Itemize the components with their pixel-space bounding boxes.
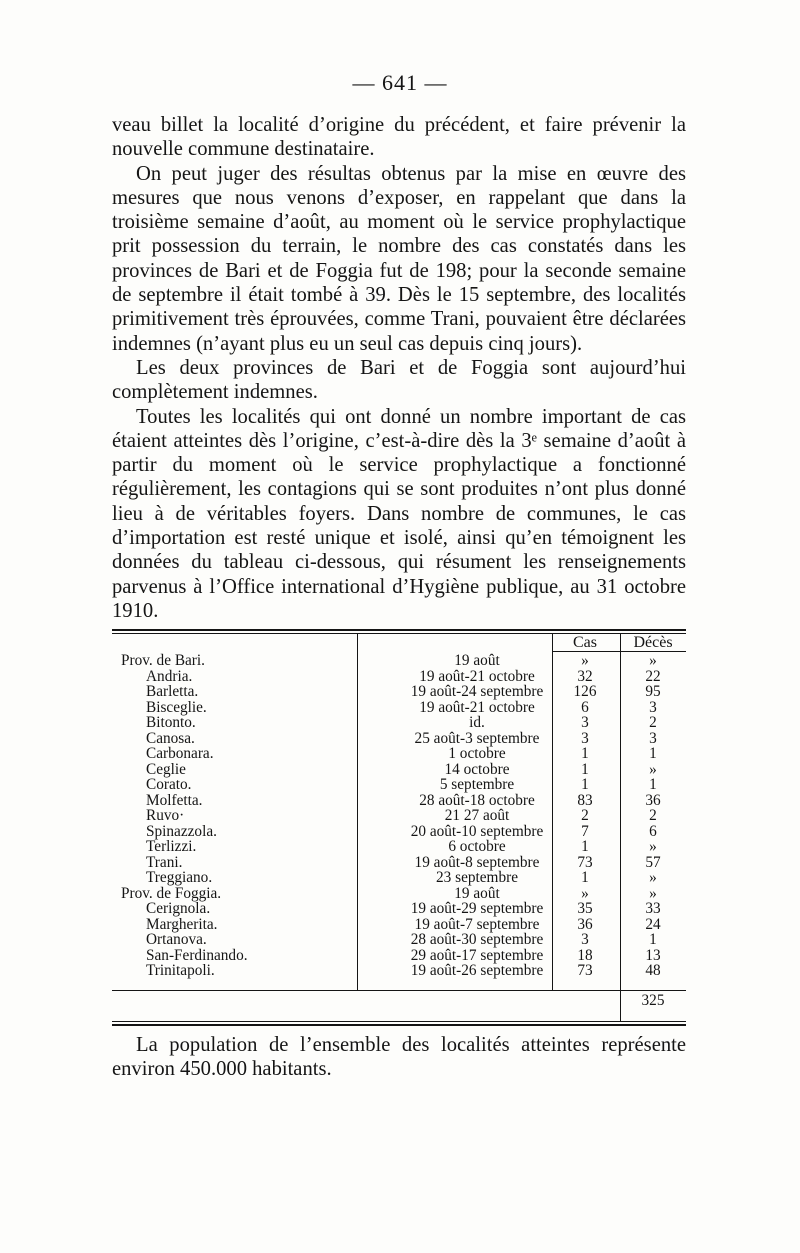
deces-cell: 13 xyxy=(645,946,661,964)
deces-cell: 2 xyxy=(649,807,657,824)
dates-cell: 19 août-24 septembre xyxy=(410,683,544,700)
cas-cell: 7 xyxy=(581,822,589,840)
cas-cell: 6 xyxy=(581,698,589,716)
deces-cell: » xyxy=(649,760,657,778)
locality-cell: Molfetta. xyxy=(146,791,203,809)
locality-cell: Terlizzi. xyxy=(146,838,197,855)
locality-cell: Ruvo· xyxy=(146,807,185,824)
locality-cell: Ceglie xyxy=(146,760,186,778)
cas-cell: 18 xyxy=(577,946,593,964)
paragraph: Toutes les localités qui ont donné un nombre important de cas étaient atteintes dès l’origine, c’est-à-dire dès la 3ᵉ semaine d’août à partir du moment où le service prophylactique a fonctionné régulièrement, les contagions qui se sont produites n’ont plus donné lieu à de véritables foyers. Dans nombre de communes, le cas d’importation est resté unique et isolé, ainsi qu’en témoignent les données du tableau ci-dessous, qui résument les renseignements parvenus à l’Office international d’Hygiène publique, au 31 octobre 1910. xyxy=(112,405,686,622)
cas-cell: 73 xyxy=(577,962,593,979)
closing-line: La population de l’ensemble des localités atteintes représente xyxy=(136,1034,686,1056)
cas-cell: 126 xyxy=(573,683,597,700)
deces-cell: 33 xyxy=(645,900,661,917)
locality-cell: Andria. xyxy=(146,667,193,685)
cas-cell: 1 xyxy=(581,869,589,886)
locality-cell: Treggiano. xyxy=(146,869,213,886)
dates-cell: 29 août-17 septembre xyxy=(410,946,544,964)
cas-cell: 3 xyxy=(581,931,589,948)
deces-cell: » xyxy=(649,884,657,902)
closing-text xyxy=(112,1033,686,1082)
dates-cell: 23 septembre xyxy=(436,869,518,886)
locality-cell: Prov. de Bari. xyxy=(121,652,205,669)
deces-cell: » xyxy=(649,652,657,669)
locality-column xyxy=(121,653,361,979)
dates-cell: id. xyxy=(469,714,485,731)
total-rule xyxy=(112,990,686,991)
deces-cell: 1 xyxy=(649,745,657,762)
header-underline xyxy=(552,651,686,652)
cas-cell: 2 xyxy=(581,807,589,824)
dates-cell: 19 août-26 septembre xyxy=(410,962,544,979)
dates-cell: 20 août-10 septembre xyxy=(410,822,544,840)
deces-cell: 6 xyxy=(649,822,657,840)
locality-cell: Corato. xyxy=(146,776,192,793)
locality-cell: Spinazzola. xyxy=(146,822,217,840)
dates-cell: 19 août-29 septembre xyxy=(410,900,544,917)
cas-cell: 1 xyxy=(581,745,589,762)
cas-cell: » xyxy=(581,652,589,669)
dates-cell: 19 août xyxy=(454,652,500,669)
cas-cell: 35 xyxy=(577,900,593,917)
table-bottom-rule xyxy=(112,1024,686,1026)
cas-cell: 1 xyxy=(581,776,589,793)
locality-cell: Ortanova. xyxy=(146,931,207,948)
closing-line: environ 450.000 habitants. xyxy=(112,1058,332,1081)
locality-cell: Cerignola. xyxy=(146,900,211,917)
locality-cell: San-Ferdinando. xyxy=(146,946,248,964)
deces-cell: 24 xyxy=(645,915,661,933)
dates-cell: 19 août xyxy=(454,884,500,902)
dates-cell: 19 août-7 septembre xyxy=(414,915,540,933)
cas-cell: 3 xyxy=(581,729,589,747)
dates-cell: 19 août-8 septembre xyxy=(414,853,540,871)
dates-cell: 1 octobre xyxy=(448,745,506,762)
paragraph: veau billet la localité d’origine du précédent, et faire prévenir la nouvelle commune destinataire. xyxy=(112,114,686,161)
deces-cell: 22 xyxy=(645,667,661,685)
cas-cell: 36 xyxy=(577,915,593,933)
dates-cell: 28 août-18 octobre xyxy=(419,791,535,809)
dates-cell: 28 août-30 septembre xyxy=(410,931,544,948)
locality-cell: Carbonara. xyxy=(146,745,214,762)
dates-cell: 14 octobre xyxy=(444,760,510,778)
cas-cell: 1 xyxy=(581,760,589,778)
body-text xyxy=(112,113,686,623)
dates-cell: 19 août-21 octobre xyxy=(419,698,535,716)
dates-cell: 6 octobre xyxy=(448,838,506,855)
cas-cell: 73 xyxy=(577,853,593,871)
table-bottom-rule-thin xyxy=(112,1021,686,1022)
locality-cell: Bitonto. xyxy=(146,714,196,731)
table-top-rule-thin xyxy=(112,633,686,634)
deces-cell: 95 xyxy=(645,683,661,700)
dates-cell: 19 août-21 octobre xyxy=(419,667,535,685)
deces-cell: 3 xyxy=(649,698,657,716)
header-deces: Décès xyxy=(633,634,673,651)
page-number: — 641 — xyxy=(352,70,448,95)
deces-cell: » xyxy=(649,869,657,886)
dates-cell: 25 août-3 septembre xyxy=(414,729,540,747)
locality-cell: Trani. xyxy=(146,853,183,871)
cas-cell: 83 xyxy=(577,791,593,809)
dates-cell: 5 septembre xyxy=(439,776,515,793)
deces-cell: » xyxy=(649,838,657,855)
total-deces: 325 xyxy=(641,992,665,1009)
deces-cell: 57 xyxy=(645,853,661,871)
deces-cell: 1 xyxy=(649,931,657,948)
header-cas: Cas xyxy=(573,634,597,651)
locality-cell: Canosa. xyxy=(146,729,195,747)
cas-column xyxy=(552,653,618,979)
deces-column xyxy=(620,653,686,979)
paragraph: On peut juger des résultas obtenus par la mise en œuvre des mesures que nous venons d’exposer, en rappelant que dans la troisième semaine d’août, au moment où le service prophylactique prit possession du terrain, le nombre des cas constatés dans les provinces de Bari et de Foggia fut de 198; pour la seconde semaine de septembre il était tombé à 39. Dès le 15 septembre, des localités primitivement très éprouvées, comme Trani, pouvaient être déclarées indemnes (n’ayant plus eu un seul cas depuis cinq jours). xyxy=(112,162,686,355)
cas-cell: 1 xyxy=(581,838,589,855)
deces-cell: 3 xyxy=(649,729,657,747)
locality-cell: Trinitapoli. xyxy=(146,962,215,979)
locality-cell: Prov. de Foggia. xyxy=(121,884,222,902)
deces-cell: 2 xyxy=(649,714,657,731)
locality-cell: Barletta. xyxy=(146,683,199,700)
cas-cell: » xyxy=(581,884,589,902)
deces-cell: 48 xyxy=(645,962,661,979)
locality-cell: Margherita. xyxy=(146,915,218,933)
table-top-rule xyxy=(112,629,686,631)
cas-cell: 32 xyxy=(577,667,593,685)
locality-cell: Bisceglie. xyxy=(146,698,207,716)
cas-cell: 3 xyxy=(581,714,589,731)
dates-cell: 21 27 août xyxy=(444,807,510,824)
deces-cell: 36 xyxy=(645,791,661,809)
cases-table xyxy=(112,629,686,1025)
deces-cell: 1 xyxy=(649,776,657,793)
paragraph: Les deux provinces de Bari et de Foggia sont aujourd’hui complètement indemnes. xyxy=(112,356,686,404)
